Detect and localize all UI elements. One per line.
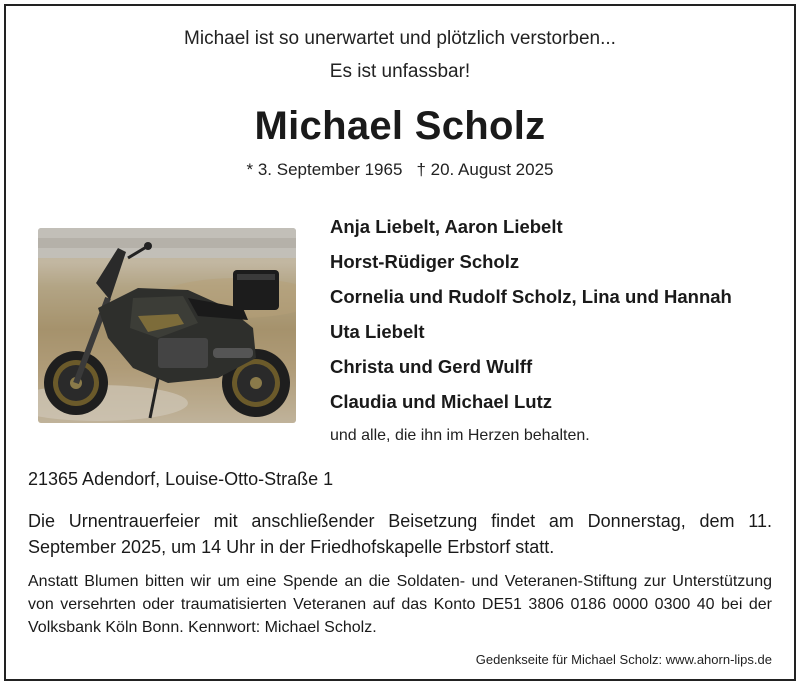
birth-date: * 3. September 1965 — [246, 160, 403, 179]
intro-line-1: Michael ist so unerwartet und plötzlich verstorben... — [184, 28, 616, 49]
family-member: Cornelia und Rudolf Scholz, Lina und Hannah — [330, 286, 732, 307]
donation-notice: Anstatt Blumen bitten wir um eine Spende an die Soldaten- und Veteranen-Stiftung zur Unterstützung von versehrten oder traumatisierten Veteranen auf das Konto DE51 3806 0186 0000 0300 40 bei der Volksbank Köln Bonn. Kennwort: Michael Scholz. — [28, 573, 772, 636]
family-member: Christa und Gerd Wulff — [330, 356, 533, 377]
motorcycle-photo — [38, 228, 296, 423]
death-date: † 20. August 2025 — [416, 160, 554, 179]
family-member: Claudia und Michael Lutz — [330, 391, 553, 412]
family-member: Horst-Rüdiger Scholz — [330, 251, 520, 272]
ceremony-notice: Die Urnentrauerfeier mit anschließender Beisetzung findet am Donnerstag, dem 11. September 2025, um 14 Uhr in der Friedhofskapelle Erbstorf statt. — [28, 511, 772, 557]
life-dates — [0, 160, 800, 180]
deceased-name: Michael Scholz — [254, 104, 546, 148]
motorcycle-illustration — [38, 228, 296, 423]
family-member: Uta Liebelt — [330, 321, 425, 342]
address: 21365 Adendorf, Louise-Otto-Straße 1 — [28, 469, 334, 489]
family-closing: und alle, die ihn im Herzen behalten. — [330, 427, 590, 444]
family-list — [330, 212, 732, 448]
intro-line-2: Es ist unfassbar! — [329, 61, 471, 82]
family-member: Anja Liebelt, Aaron Liebelt — [330, 216, 563, 237]
memorial-page-link[interactable]: Gedenkseite für Michael Scholz: www.ahorn-lips.de — [475, 652, 772, 667]
